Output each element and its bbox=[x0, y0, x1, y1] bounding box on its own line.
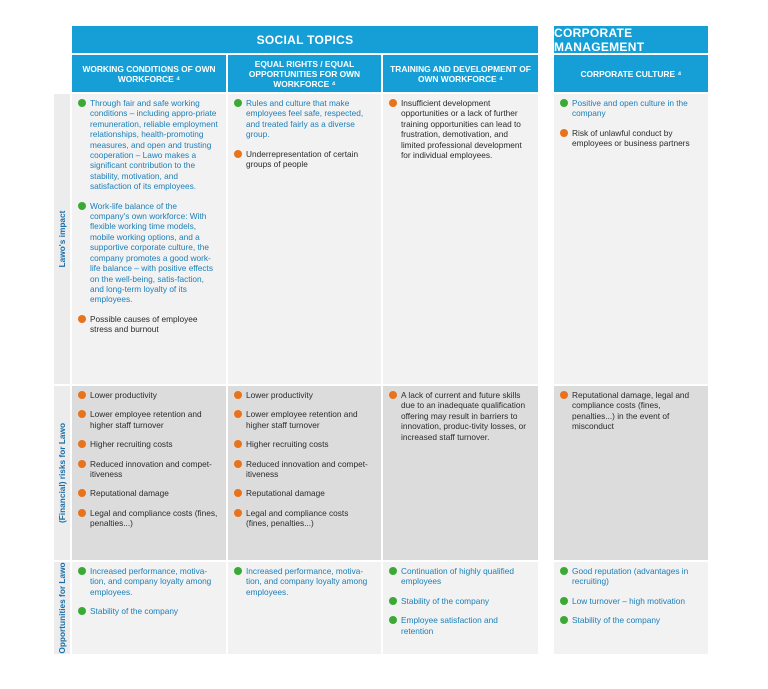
positive-dot-icon bbox=[78, 202, 86, 210]
row-label-opportunities-text: Opportunities for Lawo bbox=[57, 562, 67, 654]
cell-impact-training bbox=[383, 94, 538, 384]
negative-dot-icon bbox=[78, 440, 86, 448]
list-item-text: Lower employee retention and higher staff turnover bbox=[90, 409, 202, 430]
corporate-management-header: CORPORATE MANAGEMENT bbox=[554, 26, 708, 53]
list-item bbox=[78, 314, 218, 335]
list-item-text: Employee satisfaction and retention bbox=[401, 615, 498, 636]
negative-dot-icon bbox=[78, 489, 86, 497]
column-header-working-conditions: WORKING CONDITIONS OF OWN WORKFORCE ⁴ bbox=[72, 55, 226, 92]
list-item-text: Continuation of highly qualified employees bbox=[401, 566, 515, 587]
row-label-impact-text: Lawo's impact bbox=[57, 210, 67, 268]
list-item-text: Lower productivity bbox=[246, 390, 313, 400]
negative-dot-icon bbox=[78, 460, 86, 468]
positive-dot-icon bbox=[78, 567, 86, 575]
list-item-text: Insufficient development opportunities or a lack of further training opportunities can lead to frustration, demotivation, and limited professional development for individual employees. bbox=[401, 98, 522, 161]
negative-dot-icon bbox=[78, 315, 86, 323]
list-item bbox=[78, 606, 218, 616]
list-item bbox=[389, 566, 530, 587]
list-item bbox=[560, 98, 700, 119]
positive-dot-icon bbox=[234, 567, 242, 575]
column-header-training: TRAINING AND DEVELOPMENT OF OWN WORKFORCE ⁴ bbox=[383, 55, 538, 92]
positive-dot-icon bbox=[389, 597, 397, 605]
list-item bbox=[389, 615, 530, 636]
list-item bbox=[560, 615, 700, 625]
list-item bbox=[234, 409, 373, 430]
list-item bbox=[234, 459, 373, 480]
list-item bbox=[560, 566, 700, 587]
positive-dot-icon bbox=[560, 597, 568, 605]
list-item-text: Risk of unlawful conduct by employees or business partners bbox=[572, 127, 690, 149]
negative-dot-icon bbox=[78, 391, 86, 399]
negative-dot-icon bbox=[78, 509, 86, 517]
cell-risks-corporate-culture bbox=[554, 386, 708, 560]
cell-impact-working-conditions bbox=[72, 94, 226, 384]
negative-dot-icon bbox=[234, 391, 242, 399]
list-item bbox=[234, 566, 373, 597]
list-item-text: Higher recruiting costs bbox=[90, 439, 173, 450]
list-item bbox=[78, 459, 218, 480]
list-item bbox=[78, 439, 218, 449]
list-item-text: Higher recruiting costs bbox=[246, 439, 329, 450]
list-item bbox=[234, 439, 373, 449]
list-item-text: Possible causes of employee stress and burnout bbox=[90, 313, 198, 335]
negative-dot-icon bbox=[78, 410, 86, 418]
list-item-text: Underrepresentation of certain groups of people bbox=[246, 148, 359, 170]
list-item-text: Increased performance, motiva-tion, and company loyalty among employees. bbox=[90, 566, 212, 597]
list-item bbox=[560, 128, 700, 149]
row-label-opportunities bbox=[54, 562, 70, 654]
negative-dot-icon bbox=[234, 440, 242, 448]
cell-impact-corporate-culture bbox=[554, 94, 708, 384]
negative-dot-icon bbox=[560, 129, 568, 137]
list-item bbox=[78, 508, 218, 529]
cell-opportunities-corporate-culture bbox=[554, 562, 708, 654]
list-item-text: Stability of the company bbox=[572, 615, 661, 626]
list-item bbox=[234, 149, 373, 170]
list-item-text: Legal and compliance costs (fines, penalties...) bbox=[90, 507, 218, 529]
list-item bbox=[234, 488, 373, 498]
negative-dot-icon bbox=[389, 391, 397, 399]
list-item-text: Lower employee retention and higher staff turnover bbox=[246, 409, 358, 430]
list-item bbox=[78, 201, 218, 305]
list-item-text: Good reputation (advantages in recruiting) bbox=[572, 566, 689, 587]
row-label-impact bbox=[54, 94, 70, 384]
list-item-text: Stability of the company bbox=[401, 595, 490, 606]
negative-dot-icon bbox=[234, 150, 242, 158]
list-item-text: Stability of the company bbox=[90, 606, 179, 617]
list-item-text: Rules and culture that make employees feel safe, respected, and treated fairly as a diverse group. bbox=[246, 98, 364, 140]
list-item bbox=[234, 390, 373, 400]
positive-dot-icon bbox=[78, 607, 86, 615]
list-item-text: Reduced innovation and compet-itiveness bbox=[246, 458, 368, 480]
list-item bbox=[389, 390, 530, 442]
list-item bbox=[560, 390, 700, 432]
list-item bbox=[78, 409, 218, 430]
list-item-text: A lack of current and future skills due to an inadequate qualification offering may result in barriers to innovation, produc-tivity losses, or increased staff turnover. bbox=[401, 390, 526, 442]
cell-risks-working-conditions bbox=[72, 386, 226, 560]
positive-dot-icon bbox=[560, 99, 568, 107]
negative-dot-icon bbox=[234, 410, 242, 418]
list-item-text: Reputational damage, legal and compliance costs (fines, penalties...) in the event of misconduct bbox=[572, 390, 690, 432]
negative-dot-icon bbox=[234, 489, 242, 497]
cell-risks-training bbox=[383, 386, 538, 560]
list-item bbox=[389, 596, 530, 606]
list-item-text: Increased performance, motiva-tion, and company loyalty among employees. bbox=[246, 566, 368, 597]
positive-dot-icon bbox=[389, 567, 397, 575]
list-item bbox=[78, 488, 218, 498]
list-item-text: Through fair and safe working conditions – including appro-priate remuneration, reliable employment relationships, health-promoting measures, and open and trusting cooperation – Lawo makes a significant contribution to the stability, motivation, and satisfaction of its employees. bbox=[90, 98, 218, 192]
list-item bbox=[78, 566, 218, 597]
list-item-text: Reputational damage bbox=[90, 488, 169, 499]
column-header-corporate-culture: CORPORATE CULTURE ⁴ bbox=[554, 55, 708, 92]
list-item bbox=[78, 390, 218, 400]
list-item-text: Legal and compliance costs (fines, penalties...) bbox=[246, 507, 349, 529]
list-item-text: Work-life balance of the company's own workforce: With flexible working time models, mobile working options, and a supportive corporate culture, the company promotes a good work-life balance – with positive effects on the well-being, satis-faction, and long-term loyalty of its employees. bbox=[90, 200, 213, 305]
column-header-equal-rights: EQUAL RIGHTS / EQUAL OPPORTUNITIES FOR OWN WORKFORCE ⁴ bbox=[228, 55, 381, 92]
positive-dot-icon bbox=[389, 616, 397, 624]
cell-impact-equal-rights bbox=[228, 94, 381, 384]
social-topics-header: SOCIAL TOPICS bbox=[72, 26, 538, 53]
list-item-text: Lower productivity bbox=[90, 390, 157, 400]
cell-opportunities-working-conditions bbox=[72, 562, 226, 654]
negative-dot-icon bbox=[234, 460, 242, 468]
row-label-risks bbox=[54, 386, 70, 560]
cell-opportunities-equal-rights bbox=[228, 562, 381, 654]
list-item-text: Positive and open culture in the company bbox=[572, 98, 688, 119]
cell-opportunities-training bbox=[383, 562, 538, 654]
negative-dot-icon bbox=[560, 391, 568, 399]
list-item-text: Low turnover – high motivation bbox=[572, 595, 685, 606]
list-item bbox=[560, 596, 700, 606]
list-item-text: Reduced innovation and compet-itiveness bbox=[90, 458, 212, 480]
list-item bbox=[234, 98, 373, 140]
positive-dot-icon bbox=[560, 567, 568, 575]
list-item-text: Reputational damage bbox=[246, 488, 325, 499]
negative-dot-icon bbox=[234, 509, 242, 517]
positive-dot-icon bbox=[234, 99, 242, 107]
list-item bbox=[78, 98, 218, 192]
positive-dot-icon bbox=[78, 99, 86, 107]
cell-risks-equal-rights bbox=[228, 386, 381, 560]
row-label-risks-text: (Financial) risks for Lawo bbox=[57, 422, 67, 524]
list-item bbox=[389, 98, 530, 160]
positive-dot-icon bbox=[560, 616, 568, 624]
list-item bbox=[234, 508, 373, 529]
negative-dot-icon bbox=[389, 99, 397, 107]
